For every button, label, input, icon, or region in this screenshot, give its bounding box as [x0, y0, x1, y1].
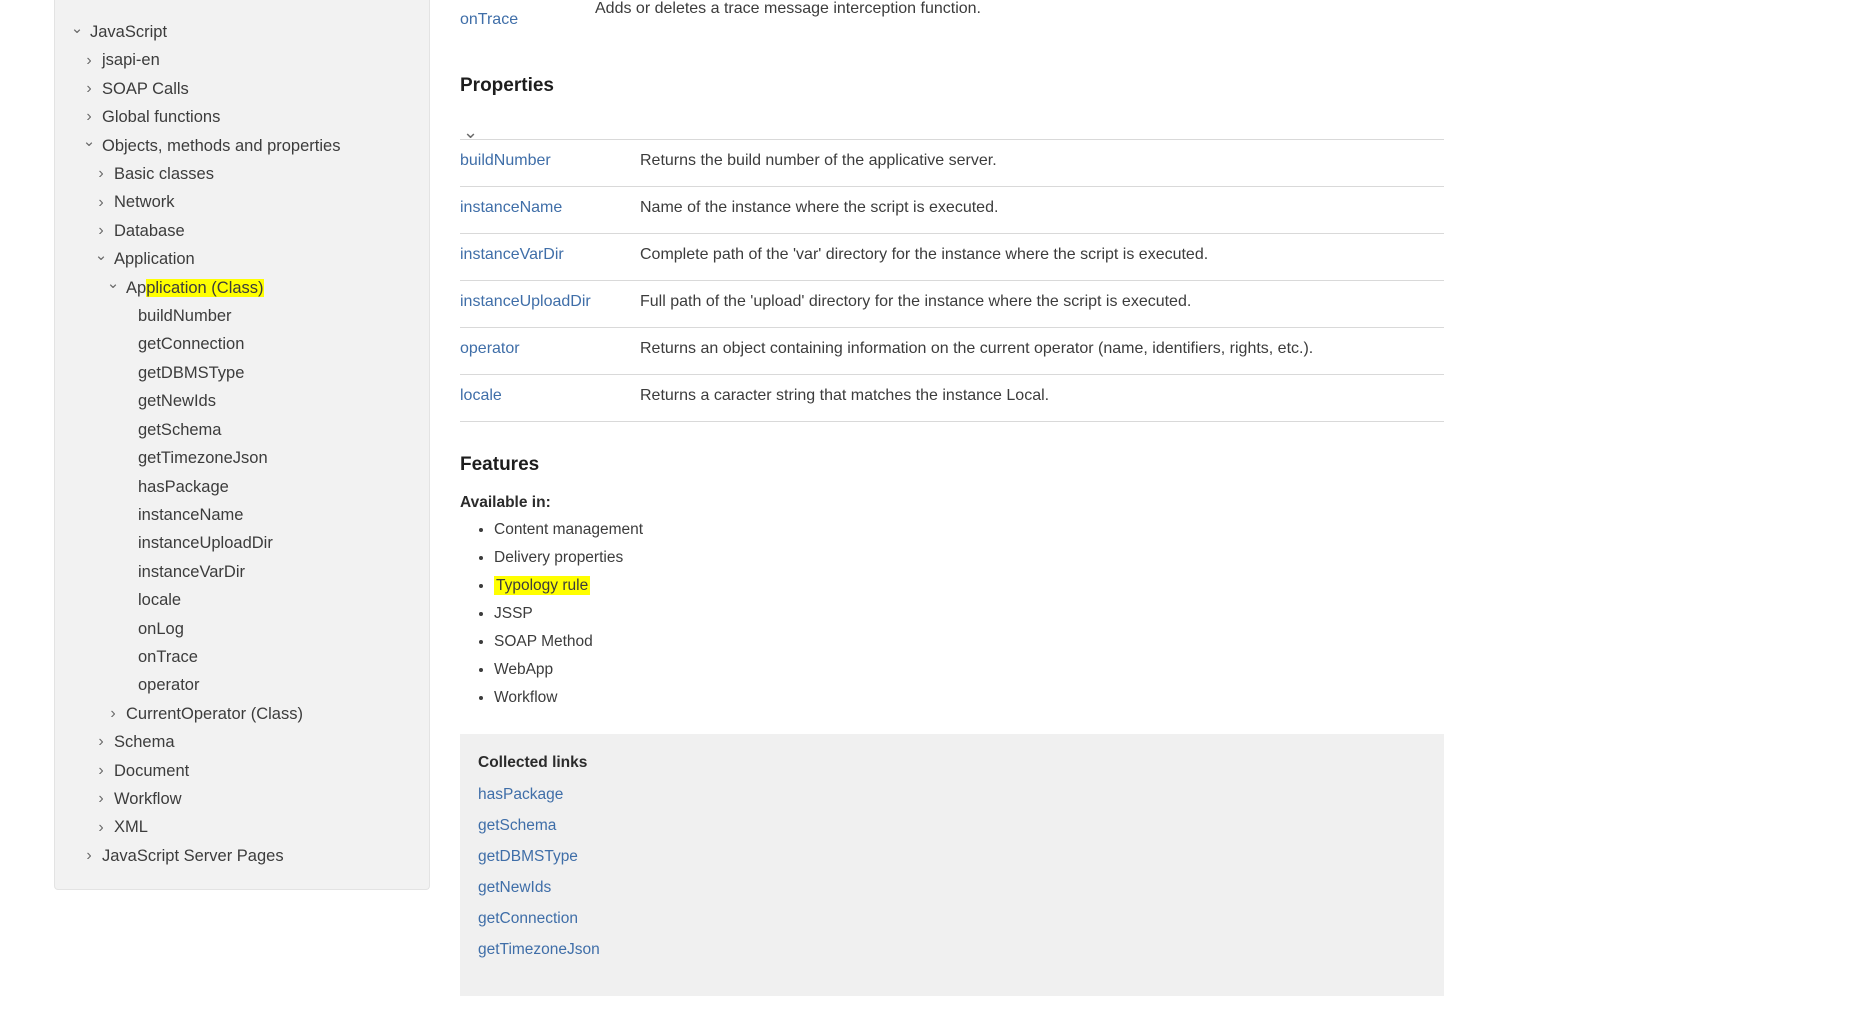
sidebar-item-label: Workflow	[114, 789, 182, 808]
features-heading: Features	[460, 454, 540, 475]
sidebar-item-label: Schema	[114, 733, 175, 752]
sidebar-item-label: jsapi-en	[102, 51, 160, 70]
property-link-instancevardir[interactable]: instanceVarDir	[460, 246, 564, 263]
property-link-buildnumber[interactable]: buildNumber	[460, 152, 551, 169]
sidebar-item-getschema[interactable]	[55, 416, 429, 444]
list-item	[494, 576, 1807, 596]
sidebar-item-application-class[interactable]	[55, 274, 429, 302]
sidebar-item-soap-calls[interactable]	[55, 75, 429, 103]
available-item-label: Workflow	[494, 689, 558, 706]
sidebar-item-getconnection[interactable]	[55, 330, 429, 358]
sidebar-item-label: CurrentOperator (Class)	[126, 704, 303, 723]
sidebar-item-label: instanceVarDir	[138, 562, 245, 581]
sidebar-item-label: getSchema	[138, 420, 222, 439]
property-link-locale[interactable]: locale	[460, 387, 502, 404]
sidebar-item-label: getTimezoneJson	[138, 449, 268, 468]
available-item-label: WebApp	[494, 661, 554, 678]
sidebar-item-network[interactable]	[55, 188, 429, 216]
sidebar-item-instanceuploaddir[interactable]	[55, 529, 429, 557]
sidebar-item-document[interactable]	[55, 757, 429, 785]
chevron-right-icon[interactable]	[81, 109, 97, 125]
sidebar-item-gettimezonejson[interactable]	[55, 444, 429, 472]
sidebar-item-label: getConnection	[138, 335, 245, 354]
method-row-ontrace	[460, 0, 1807, 29]
sidebar-item-objects-methods-and-properties[interactable]	[55, 132, 429, 160]
navigation-sidebar[interactable]	[54, 0, 430, 890]
method-name-ontrace[interactable]: onTrace	[460, 11, 519, 28]
sidebar-item-label: operator	[138, 676, 200, 695]
properties-collapse-row[interactable]	[460, 97, 1807, 142]
sidebar-item-basic-classes[interactable]	[55, 160, 429, 188]
sidebar-item-label: hasPackage	[138, 477, 229, 496]
sidebar-item-label: Application (Class)	[126, 278, 264, 297]
sidebar-item-haspackage[interactable]	[55, 473, 429, 501]
chevron-down-icon[interactable]	[81, 138, 97, 153]
list-item	[494, 604, 1807, 624]
table-row	[460, 328, 1444, 375]
sidebar-item-jsapi-en[interactable]	[55, 46, 429, 74]
chevron-right-icon[interactable]	[105, 706, 121, 722]
main-content	[430, 0, 1867, 1010]
list-item	[494, 520, 1807, 540]
properties-table	[460, 139, 1444, 422]
chevron-right-icon[interactable]	[93, 734, 109, 750]
sidebar-item-instancename[interactable]	[55, 501, 429, 529]
property-name-cell	[460, 328, 640, 375]
property-link-operator[interactable]: operator	[460, 340, 520, 357]
property-description-cell: Returns an object containing information on the current operator (name, identifiers, rights, etc.).	[640, 328, 1444, 375]
sidebar-item-schema[interactable]	[55, 728, 429, 756]
collected-links-panel	[460, 734, 1444, 996]
list-item	[494, 548, 1807, 568]
sidebar-item-application[interactable]	[55, 245, 429, 273]
chevron-right-icon[interactable]	[81, 81, 97, 97]
table-row	[460, 140, 1444, 187]
sidebar-item-label: Global functions	[102, 108, 221, 127]
sidebar-item-label: Network	[114, 193, 175, 212]
sidebar-item-label: Application	[114, 250, 195, 269]
property-name-cell	[460, 281, 640, 328]
table-row	[460, 375, 1444, 422]
sidebar-item-ontrace[interactable]	[55, 643, 429, 671]
available-item-label: SOAP Method	[494, 633, 593, 650]
sidebar-item-label: JavaScript Server Pages	[102, 846, 284, 865]
sidebar-item-label: getNewIds	[138, 392, 216, 411]
table-row	[460, 281, 1444, 328]
property-description-cell: Name of the instance where the script is executed.	[640, 187, 1444, 234]
property-description-cell: Returns the build number of the applicative server.	[640, 140, 1444, 187]
available-item-label: Delivery properties	[494, 549, 624, 566]
chevron-right-icon[interactable]	[93, 791, 109, 807]
sidebar-item-currentoperator-class[interactable]	[55, 700, 429, 728]
sidebar-item-database[interactable]	[55, 217, 429, 245]
sidebar-item-label: XML	[114, 818, 148, 837]
available-item-label: Content management	[494, 521, 644, 538]
property-link-instanceuploaddir[interactable]: instanceUploadDir	[460, 293, 591, 310]
sidebar-item-workflow[interactable]	[55, 785, 429, 813]
collected-link-getdbmstype[interactable]: getDBMSType	[478, 848, 578, 865]
sidebar-tree	[55, 18, 429, 870]
chevron-right-icon[interactable]	[81, 53, 97, 69]
sidebar-item-javascript-server-pages[interactable]	[55, 842, 429, 870]
page-title-properties: Properties	[460, 75, 554, 96]
property-name-cell	[460, 234, 640, 281]
property-name-cell	[460, 375, 640, 422]
sidebar-item-label: Document	[114, 761, 190, 780]
sidebar-item-onlog[interactable]	[55, 615, 429, 643]
list-item	[494, 632, 1807, 652]
property-description-cell: Full path of the 'upload' directory for the instance where the script is executed.	[640, 281, 1444, 328]
sidebar-item-instancevardir[interactable]	[55, 558, 429, 586]
sidebar-item-buildnumber[interactable]	[55, 302, 429, 330]
sidebar-item-locale[interactable]	[55, 586, 429, 614]
property-name-cell	[460, 187, 640, 234]
chevron-right-icon[interactable]	[93, 195, 109, 211]
sidebar-item-xml[interactable]	[55, 813, 429, 841]
available-in-label: Available in:	[460, 494, 551, 511]
property-description-cell: Returns a caracter string that matches the instance Local.	[640, 375, 1444, 422]
chevron-right-icon[interactable]	[93, 166, 109, 182]
property-link-instancename[interactable]: instanceName	[460, 199, 563, 216]
available-item-label: Typology rule	[496, 577, 589, 594]
collected-link-getconnection[interactable]: getConnection	[478, 910, 578, 927]
list-item	[494, 660, 1807, 680]
sidebar-item-label: JavaScript	[90, 23, 168, 41]
method-description-ontrace: Adds or deletes a trace message interception function.	[595, 0, 981, 17]
table-row	[460, 187, 1444, 234]
sidebar-item-label: Objects, methods and properties	[102, 136, 341, 155]
sidebar-item-label: instanceUploadDir	[138, 534, 273, 553]
collected-link-getnewids[interactable]: getNewIds	[478, 879, 552, 896]
chevron-right-icon[interactable]	[81, 848, 97, 864]
table-row	[460, 234, 1444, 281]
property-description-cell: Complete path of the 'var' directory for the instance where the script is executed.	[640, 234, 1444, 281]
chevron-down-icon[interactable]	[93, 252, 109, 267]
sidebar-item-label: onLog	[138, 619, 184, 638]
sidebar-item-label: locale	[138, 591, 182, 610]
chevron-down-icon[interactable]	[105, 280, 121, 295]
sidebar-item-label: SOAP Calls	[102, 79, 189, 98]
sidebar-item-getnewids[interactable]	[55, 387, 429, 415]
collected-link-gettimezonejson[interactable]: getTimezoneJson	[478, 941, 600, 958]
sidebar-item-global-functions[interactable]	[55, 103, 429, 131]
sidebar-item-label: onTrace	[138, 647, 198, 666]
sidebar-item-getdbmstype[interactable]	[55, 359, 429, 387]
sidebar-item-label: Database	[114, 221, 185, 240]
collected-link-getschema[interactable]: getSchema	[478, 817, 557, 834]
available-in-list	[460, 520, 1807, 708]
sidebar-item-label: Basic classes	[114, 165, 214, 184]
chevron-down-icon[interactable]: ⌄	[463, 122, 479, 142]
sidebar-item-operator[interactable]	[55, 671, 429, 699]
sidebar-item-label: getDBMSType	[138, 363, 245, 382]
property-name-cell	[460, 140, 640, 187]
chevron-right-icon[interactable]	[93, 763, 109, 779]
sidebar-item-javascript[interactable]	[55, 18, 429, 46]
sidebar-item-label: buildNumber	[138, 307, 232, 326]
collected-links-title: Collected links	[478, 754, 588, 771]
chevron-down-icon[interactable]	[69, 25, 85, 40]
chevron-right-icon[interactable]	[93, 223, 109, 239]
available-item-label: JSSP	[494, 605, 533, 622]
sidebar-item-label: instanceName	[138, 505, 244, 524]
collected-link-haspackage[interactable]: hasPackage	[478, 786, 564, 803]
list-item	[494, 688, 1807, 708]
chevron-right-icon[interactable]	[93, 820, 109, 836]
